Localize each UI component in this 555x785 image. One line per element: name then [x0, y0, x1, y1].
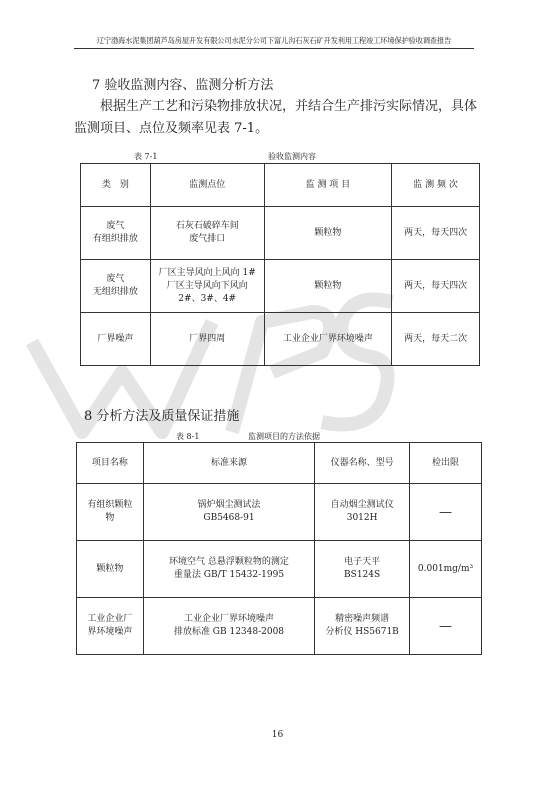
column-header: 监测点位 [150, 164, 264, 207]
points-cell [150, 260, 264, 313]
table-row [81, 313, 480, 366]
column-header: 类 别 [81, 164, 151, 207]
table-row [77, 541, 482, 598]
cell-line: 有组织排放 [92, 234, 138, 244]
page-header: 辽宁渤海水泥集团葫芦岛房屋开发有限公司水泥分公司下富儿沟石灰石矿开发利用工程竣工环境保护验收调查报告 [96, 36, 452, 45]
points-cell: 厂界四周 [150, 313, 264, 366]
section-8-title: 8 分析方法及质量保证措施 [84, 409, 240, 424]
header-rule [74, 48, 474, 49]
cell-line: 环境空气 总悬浮颗粒物的测定 [169, 557, 289, 567]
cell-line: 界环境噪声 [87, 627, 133, 637]
column-header: 监 测 项 目 [264, 164, 392, 207]
table-row [81, 207, 480, 260]
detection-limit-cell: — [410, 598, 482, 655]
page-number: 16 [271, 730, 284, 740]
standard-cell [143, 598, 314, 655]
table-header-row [77, 443, 482, 484]
category-cell [81, 207, 151, 260]
table-7-1-label: 表 7-1 [134, 152, 158, 161]
cell-line: 废气 [106, 274, 125, 284]
cell-line: 废气排口 [189, 234, 226, 244]
item-name-cell [77, 598, 144, 655]
monitoring-content-table [80, 163, 480, 366]
item-cell: 颗粒物 [264, 260, 392, 313]
section-7-paragraph: 根据生产工艺和污染物排放状况，并结合生产排污实际情况，具体监测项目、点位及频率见表 7-1。 [74, 99, 478, 136]
table-7-1-title: 验收监测内容 [268, 152, 316, 161]
cell-line: 无组织排放 [92, 287, 138, 297]
cell-line: 分析仪 HS5671B [325, 627, 399, 637]
cell-line: BS124S [344, 570, 381, 580]
detection-limit-cell: — [410, 484, 482, 541]
category-cell: 厂界噪声 [81, 313, 151, 366]
column-header: 项目名称 [77, 443, 144, 484]
standard-cell [143, 484, 314, 541]
category-cell [81, 260, 151, 313]
item-cell: 颗粒物 [264, 207, 392, 260]
cell-line: 有组织颗粒 [87, 500, 133, 510]
detection-limit-cell: 0.001mg/m³ [410, 541, 482, 598]
cell-line: 厂区主导风向上风向 1# [158, 267, 256, 278]
item-cell: 工业企业厂界环境噪声 [264, 313, 392, 366]
frequency-cell: 两天，每天二次 [392, 313, 480, 366]
cell-line: 石灰石破碎车间 [175, 221, 239, 231]
column-header: 监 测 频 次 [392, 164, 480, 207]
points-cell [150, 207, 264, 260]
section-7-title: 7 验收监测内容、监测分析方法 [92, 78, 274, 93]
table-header-row [81, 164, 480, 207]
table-row [81, 260, 480, 313]
cell-line: 锅炉烟尘测试法 [197, 500, 261, 510]
instrument-cell [315, 541, 410, 598]
table-row [77, 598, 482, 655]
frequency-cell: 两天，每天四次 [392, 260, 480, 313]
cell-line: 厂区主导风向下风向 [166, 280, 248, 291]
instrument-cell [315, 484, 410, 541]
item-name-cell [77, 484, 144, 541]
cell-line: 3012H [346, 513, 378, 523]
analysis-method-table [76, 442, 482, 655]
cell-line: 物 [105, 513, 115, 523]
cell-line: 排放标准 GB 12348-2008 [173, 627, 285, 637]
cell-line: 工业企业厂界环境噪声 [183, 614, 274, 624]
table-8-1-label: 表 8-1 [176, 432, 200, 441]
cell-line: 重量法 GB/T 15432-1995 [173, 570, 285, 580]
cell-line: 自动烟尘测试仪 [330, 500, 394, 510]
cell-line: 废气 [106, 221, 125, 231]
instrument-cell [315, 598, 410, 655]
column-header: 检出限 [410, 443, 482, 484]
standard-cell [143, 541, 314, 598]
cell-line: 电子天平 [344, 557, 381, 567]
cell-line: 精密噪声频谱 [335, 614, 390, 624]
column-header: 标准来源 [143, 443, 314, 484]
frequency-cell: 两天，每天四次 [392, 207, 480, 260]
table-row [77, 484, 482, 541]
table-8-1-title: 监测项目的方法依据 [248, 432, 320, 441]
item-name-cell: 颗粒物 [77, 541, 144, 598]
cell-line: 工业企业厂 [87, 614, 133, 624]
cell-line: 2#、3#、4# [178, 293, 237, 304]
cell-line: GB5468-91 [203, 513, 255, 523]
column-header: 仪器名称、型号 [315, 443, 410, 484]
